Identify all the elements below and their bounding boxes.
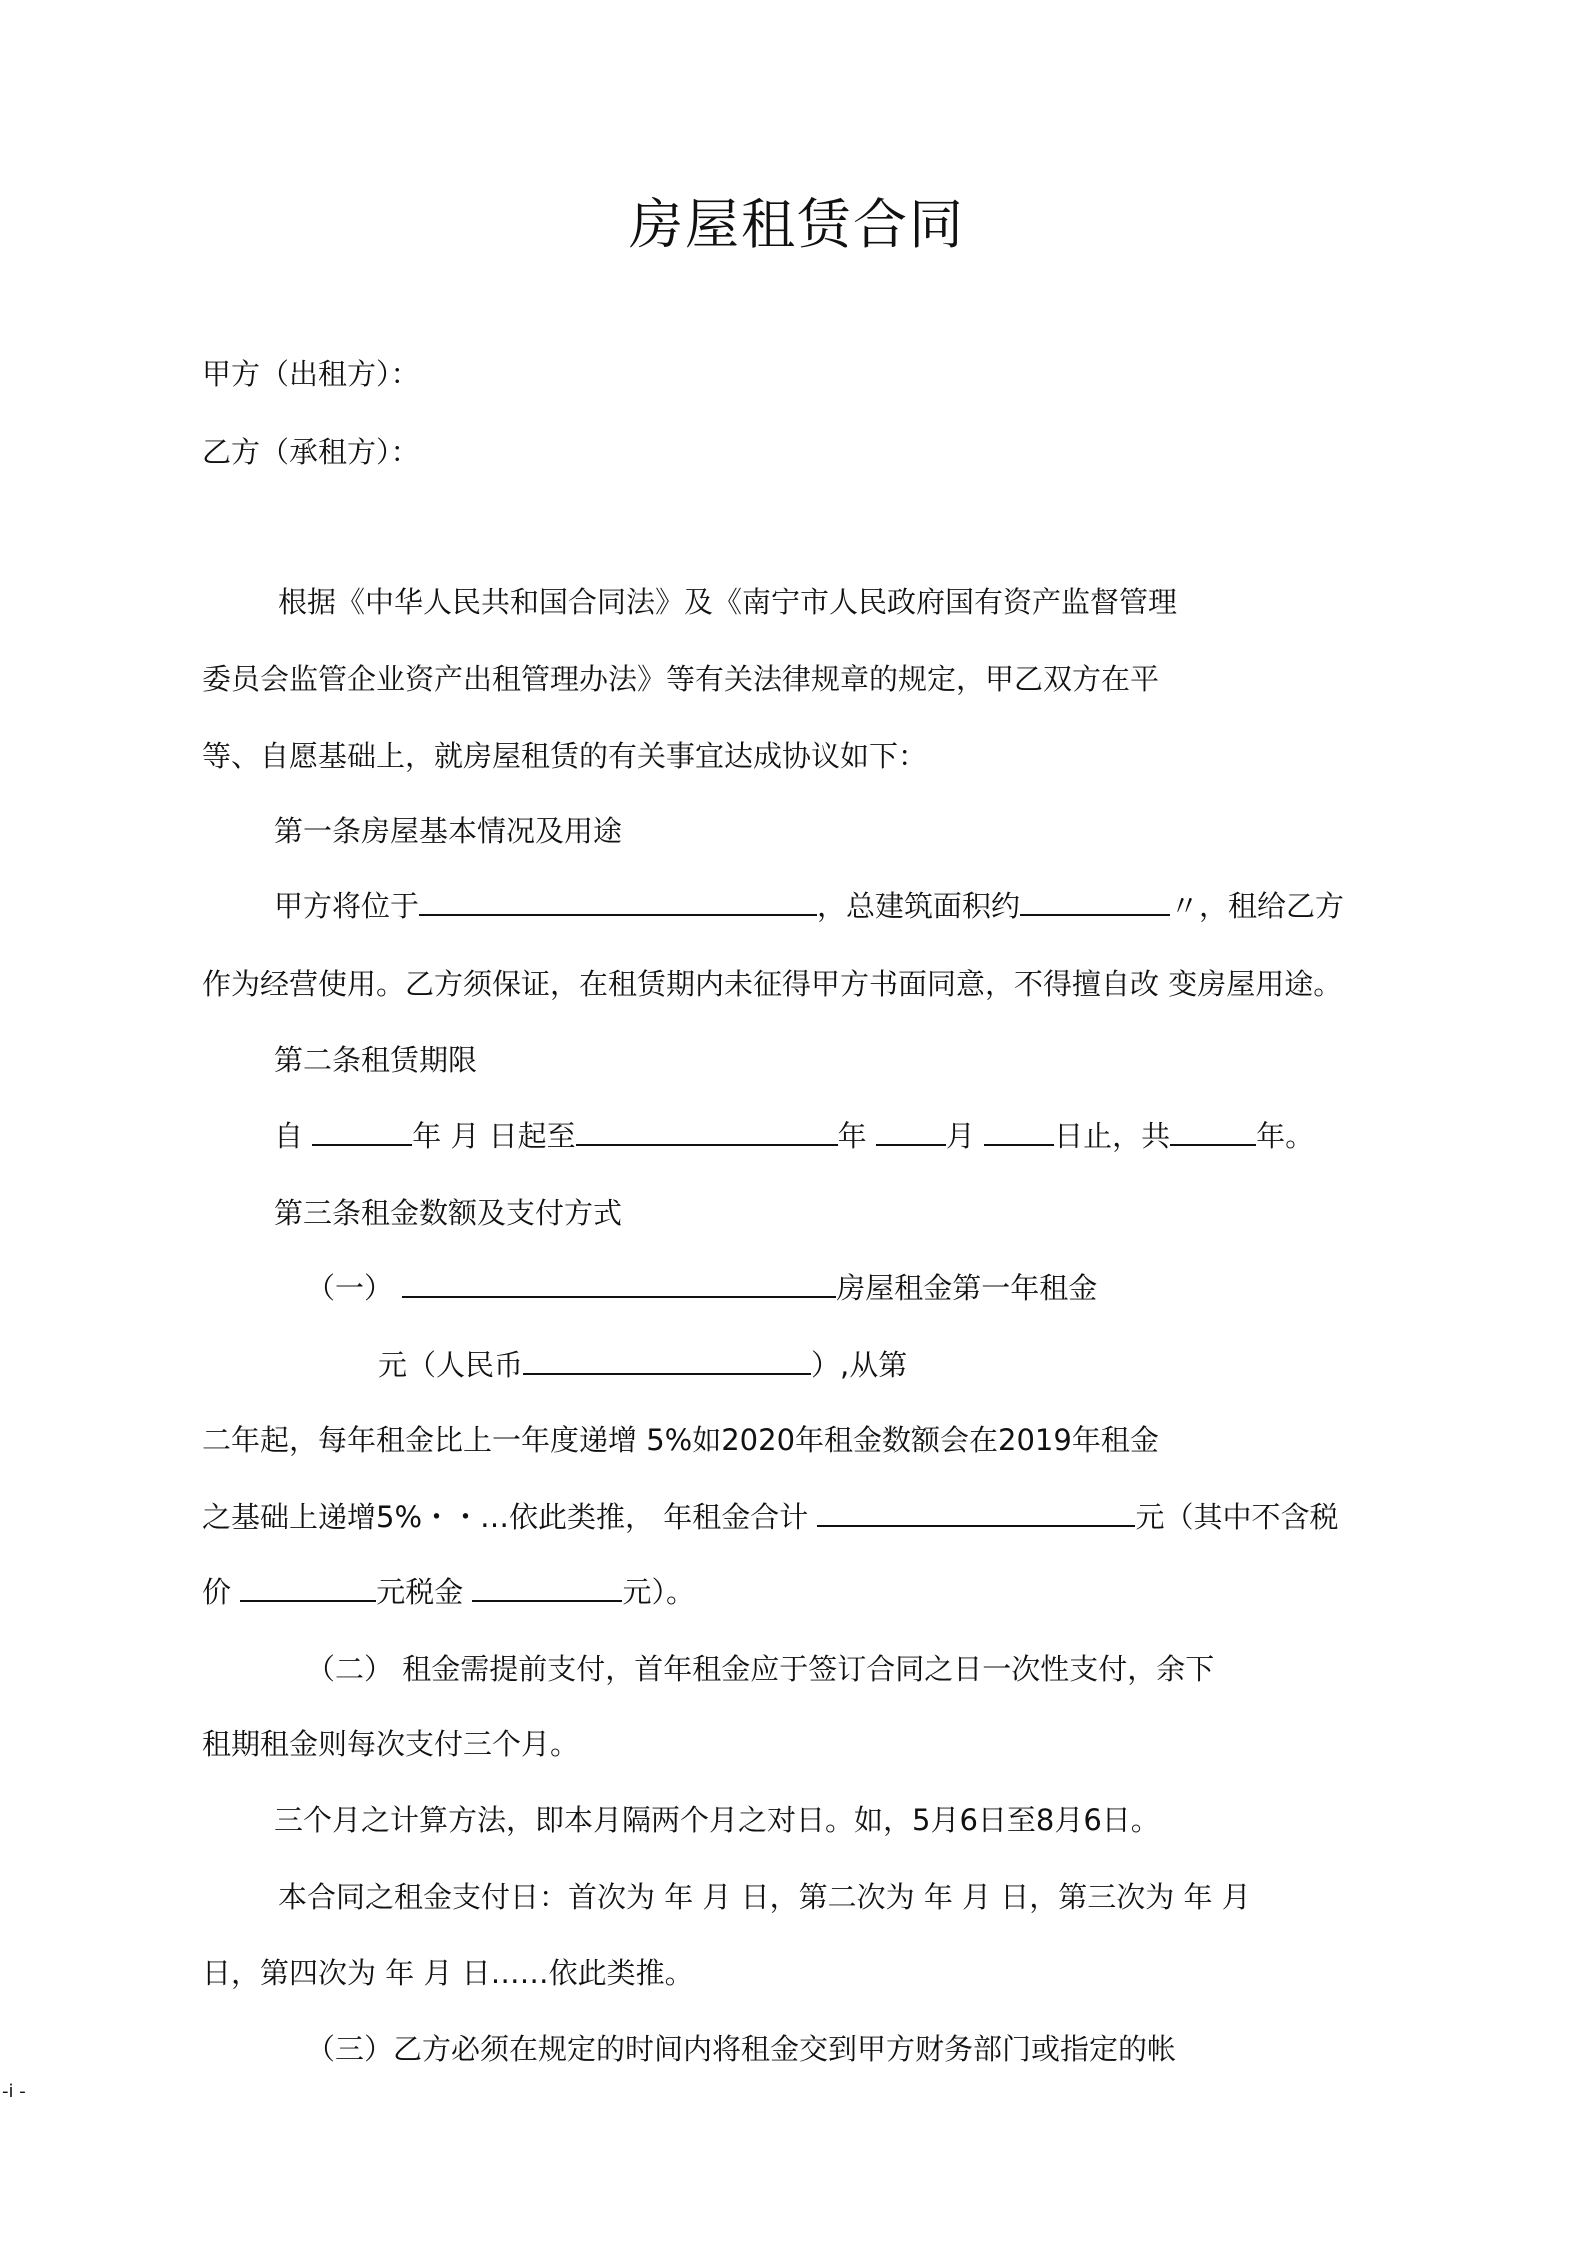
intro-line-3: 等、自愿基础上，就房屋租赁的有关事宜达成协议如下： — [202, 739, 928, 773]
tax-blank — [472, 1574, 622, 1602]
area-blank — [1020, 888, 1170, 916]
document-title: 房屋租赁合同 — [629, 193, 965, 256]
article-2-term-line — [274, 1116, 1314, 1156]
tax-label: 元税金 — [376, 1575, 464, 1609]
article-3-item-1 — [306, 1268, 1097, 1308]
article-1-para-1 — [274, 886, 1344, 926]
rmb-amount-blank — [523, 1347, 811, 1375]
end-day-blank — [984, 1118, 1054, 1146]
rmb-label: 元（人民币 — [378, 1348, 524, 1382]
price-blank — [240, 1574, 376, 1602]
article-1-location-label: 甲方将位于 — [274, 889, 420, 923]
first-year-rent-label: 房屋租金第一年租金 — [836, 1271, 1098, 1305]
annual-total-label: 之基础上递增5%・・…依此类推， 年租金合计 — [202, 1500, 809, 1534]
article-3-calc-method: 三个月之计算方法，即本月隔两个月之对日。如，5月6日至8月6日。 — [274, 1803, 1160, 1837]
article-3-rmb-line — [378, 1345, 907, 1385]
intro-line-2: 委员会监管企业资产出租管理办法》等有关法律规章的规定，甲乙双方在平 — [202, 662, 1160, 696]
article-1-title: 第一条房屋基本情况及用途 — [274, 814, 623, 848]
term-end-year-label: 年 — [837, 1119, 867, 1153]
price-label: 价 — [202, 1575, 232, 1609]
start-year-blank — [312, 1118, 412, 1146]
article-1-para-2: 作为经营使用。乙方须保证，在租赁期内未征得甲方书面同意，不得擅自改 变房屋用途。 — [202, 967, 1343, 1001]
yuan-end-label: 元）。 — [622, 1575, 695, 1609]
location-blank — [419, 888, 817, 916]
article-3-item-3: （三）乙方必须在规定的时间内将租金交到甲方财务部门或指定的帐 — [306, 2032, 1177, 2066]
article-1-lease-label: 〃，租给乙方 — [1170, 889, 1345, 923]
annual-total-blank — [817, 1499, 1135, 1527]
article-3-total-line — [202, 1497, 1338, 1537]
from-label: ）,从第 — [811, 1348, 908, 1382]
page-number: -i - — [2, 2081, 26, 2102]
excl-tax-label: 元（其中不含税 — [1135, 1500, 1339, 1534]
rent-item-blank — [402, 1270, 836, 1298]
article-1-area-label: ，总建筑面积约 — [817, 889, 1021, 923]
party-a-line: 甲方（出租方）： — [202, 357, 420, 391]
end-date-blank — [576, 1118, 838, 1146]
end-month-blank — [876, 1118, 946, 1146]
article-3-pay-dates-cont: 日，第四次为 年 月 日……依此类推。 — [202, 1956, 694, 1990]
intro-line-1: 根据《中华人民共和国合同法》及《南宁市人民政府国有资产监督管理 — [278, 585, 1178, 619]
article-3-item-2-cont: 租期租金则每次支付三个月。 — [202, 1727, 580, 1761]
article-3-increase-line: 二年起，每年租金比上一年度递增 5%如2020年租金数额会在2019年租金 — [202, 1423, 1159, 1457]
term-years-label: 年。 — [1256, 1119, 1315, 1153]
article-2-title: 第二条租赁期限 — [274, 1043, 478, 1077]
article-3-pay-dates: 本合同之租金支付日：首次为 年 月 日，第二次为 年 月 日，第三次为 年 月 — [278, 1880, 1251, 1914]
party-b-line: 乙方（承租方）： — [202, 435, 420, 469]
article-3-title: 第三条租金数额及支付方式 — [274, 1196, 623, 1230]
term-from-label: 自 — [274, 1119, 304, 1153]
article-3-tax-line — [202, 1572, 695, 1612]
term-end-month-label: 月 — [945, 1119, 975, 1153]
total-years-blank — [1170, 1118, 1256, 1146]
item-1-label: （一） — [306, 1271, 394, 1305]
term-start-date-label: 年 月 日起至 — [412, 1119, 576, 1153]
term-end-day-label: 日止，共 — [1054, 1119, 1171, 1153]
article-3-item-2: （二） 租金需提前支付，首年租金应于签订合同之日一次性支付，余下 — [306, 1652, 1215, 1686]
